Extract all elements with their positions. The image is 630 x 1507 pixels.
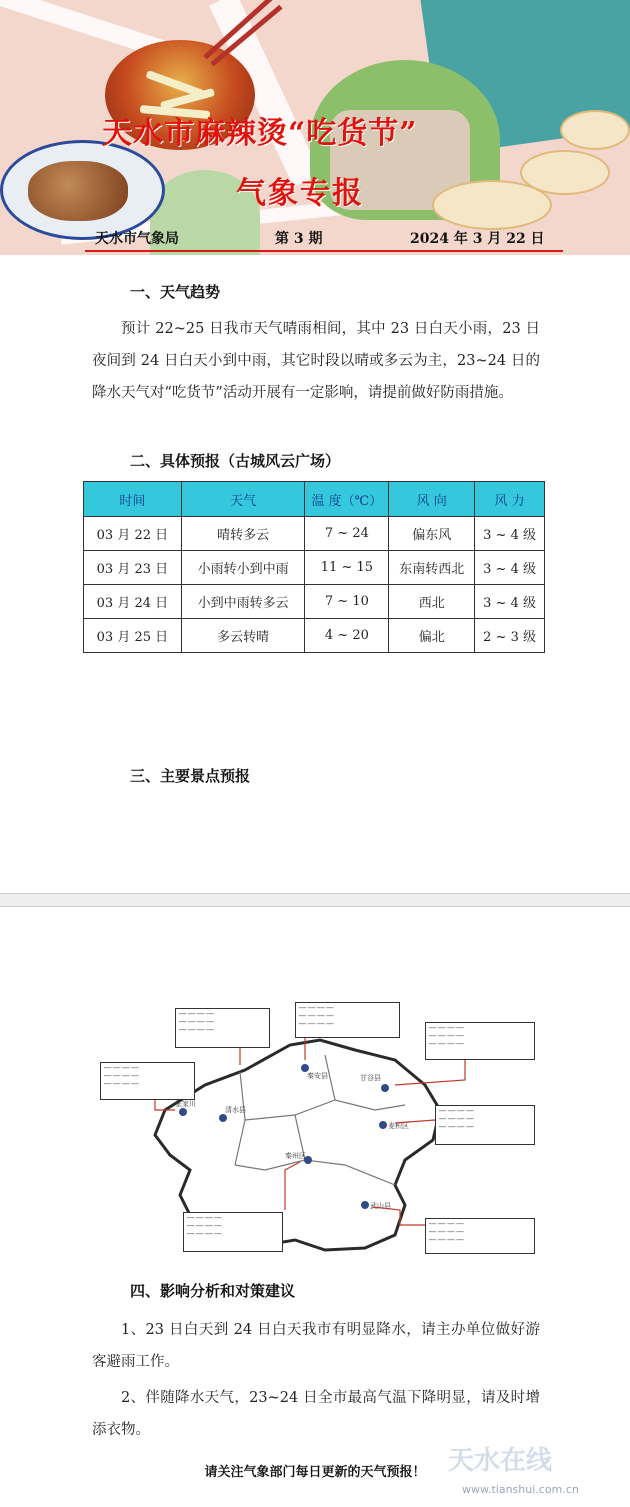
- map-place-label: 武山县: [370, 1202, 391, 1210]
- footer-note: 请关注气象部门每日更新的天气预报！: [204, 1465, 426, 1480]
- advice-paragraph-1: 1、23 日白天到 24 日白天我市有明显降水，请主办单位做好游客避雨工作。: [92, 1322, 540, 1370]
- table-cell: 小到中雨转多云: [181, 585, 305, 619]
- column-header: 风 力: [475, 482, 545, 517]
- spot-forecast-callout: ── ── ── ── ── ── ── ── ── ── ── ──: [183, 1212, 283, 1252]
- map-place-label: 清水县: [225, 1106, 246, 1114]
- table-row: [84, 619, 545, 653]
- trend-paragraph: 预计 22~25 日我市天气晴雨相间，其中 23 日白天小雨，23 日夜间到 24 日白天小到中雨，其它时段以晴或多云为主，23~24 日的降水天气对“吃货节”活动开展有一定影响，请提前做好防雨措施。: [92, 321, 540, 401]
- column-header: 温 度（℃）: [305, 482, 389, 517]
- table-row: [84, 585, 545, 619]
- scenic-spots-map: [95, 1000, 540, 1260]
- map-place-label: 甘谷县: [360, 1074, 381, 1082]
- report-subtitle: 气象专报: [236, 176, 364, 211]
- table-cell: 晴转多云: [181, 517, 305, 551]
- issuer: 天水市气象局: [95, 231, 179, 247]
- location-marker-icon: [381, 1084, 389, 1092]
- table-cell: 偏北: [389, 619, 475, 653]
- spot-forecast-callout: ── ── ── ── ── ── ── ── ── ── ── ──: [295, 1002, 400, 1038]
- table-cell: 3 ~ 4 级: [475, 585, 545, 619]
- table-cell: 11 ~ 15: [305, 551, 389, 585]
- issue-number: 第 3 期: [275, 231, 323, 247]
- column-header: 风 向: [389, 482, 475, 517]
- table-cell: 03 月 25 日: [84, 619, 182, 653]
- watermark-logo: 天水在线: [448, 1446, 553, 1476]
- section-heading-forecast: 二、具体预报（古城风云广场）: [130, 452, 341, 470]
- advice-paragraph-2: 2、伴随降水天气，23~24 日全市最高气温下降明显，请及时增添衣物。: [92, 1390, 540, 1438]
- table-row: [84, 517, 545, 551]
- map-place-label: 张家川: [175, 1100, 196, 1108]
- spot-forecast-callout: ── ── ── ── ── ── ── ── ── ── ── ──: [435, 1105, 535, 1145]
- table-cell: 3 ~ 4 级: [475, 517, 545, 551]
- header-rule: [85, 250, 563, 252]
- page-break: [0, 893, 630, 907]
- map-place-label: 秦安县: [307, 1072, 328, 1080]
- location-marker-icon: [219, 1114, 227, 1122]
- section-heading-impact: 四、影响分析和对策建议: [130, 1282, 296, 1300]
- section-heading-spots: 三、主要景点预报: [130, 767, 251, 785]
- forecast-table: [83, 481, 545, 653]
- table-cell: 7 ~ 24: [305, 517, 389, 551]
- table-cell: 7 ~ 10: [305, 585, 389, 619]
- cloud-icon: [520, 150, 610, 195]
- section-heading-trend: 一、天气趋势: [130, 283, 221, 301]
- table-cell: 03 月 24 日: [84, 585, 182, 619]
- report-title: 天水市麻辣烫“吃货节”: [102, 116, 418, 151]
- map-place-label: 麦积区: [388, 1122, 409, 1130]
- table-header-row: [84, 482, 545, 517]
- food-plate-image: [0, 140, 165, 240]
- column-header: 时间: [84, 482, 182, 517]
- issue-date: 2024 年 3 月 22 日: [410, 231, 545, 247]
- table-cell: 小雨转小到中雨: [181, 551, 305, 585]
- table-cell: 03 月 22 日: [84, 517, 182, 551]
- spot-forecast-callout: ── ── ── ── ── ── ── ── ── ── ── ──: [425, 1218, 535, 1254]
- table-cell: 4 ~ 20: [305, 619, 389, 653]
- column-header: 天气: [181, 482, 305, 517]
- spot-forecast-callout: ── ── ── ── ── ── ── ── ── ── ── ──: [175, 1008, 270, 1048]
- table-cell: 多云转晴: [181, 619, 305, 653]
- table-cell: 偏东风: [389, 517, 475, 551]
- location-marker-icon: [379, 1121, 387, 1129]
- location-marker-icon: [179, 1108, 187, 1116]
- map-place-label: 秦州区: [285, 1152, 306, 1160]
- spot-forecast-callout: ── ── ── ── ── ── ── ── ── ── ── ──: [100, 1062, 195, 1100]
- table-cell: 3 ~ 4 级: [475, 551, 545, 585]
- table-row: [84, 551, 545, 585]
- location-marker-icon: [301, 1064, 309, 1072]
- watermark-url: www.tianshui.com.cn: [462, 1483, 579, 1496]
- table-cell: 东南转西北: [389, 551, 475, 585]
- table-cell: 西北: [389, 585, 475, 619]
- table-cell: 2 ~ 3 级: [475, 619, 545, 653]
- location-marker-icon: [361, 1201, 369, 1209]
- cloud-icon: [560, 110, 630, 150]
- spot-forecast-callout: ── ── ── ── ── ── ── ── ── ── ── ──: [425, 1022, 535, 1060]
- table-cell: 03 月 23 日: [84, 551, 182, 585]
- header-banner: [0, 0, 630, 255]
